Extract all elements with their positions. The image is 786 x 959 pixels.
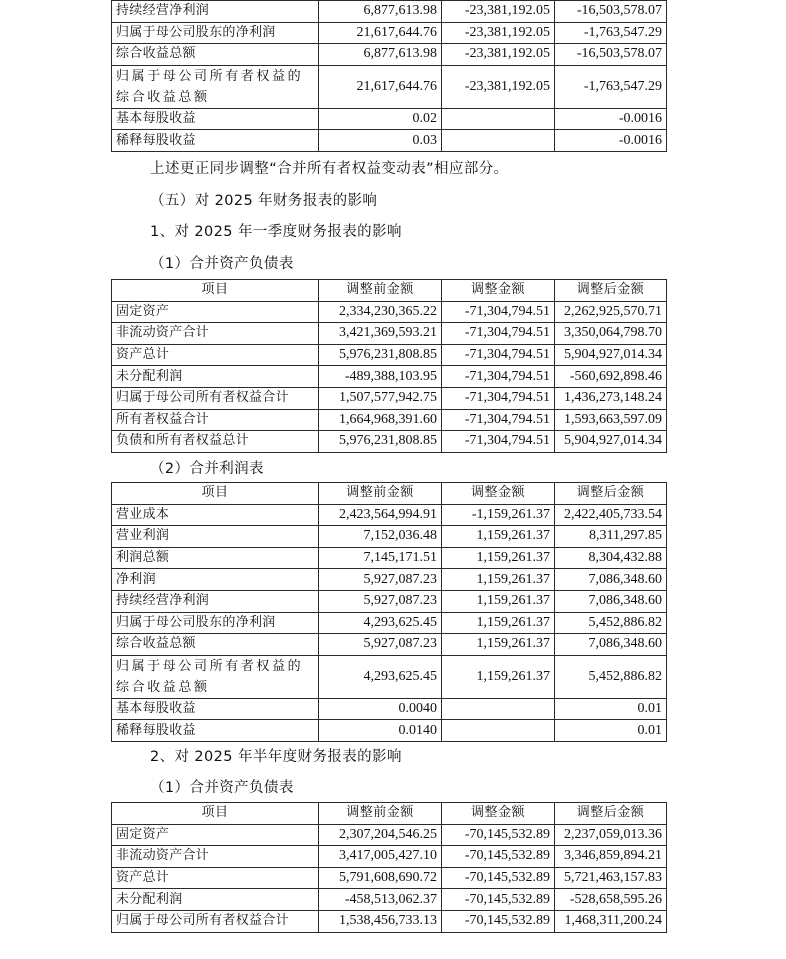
column-header-adjustment: 调整金额 — [442, 483, 555, 505]
column-header-item: 项目 — [112, 803, 319, 825]
row-label: 非流动资产合计 — [112, 323, 319, 345]
amount-before: 4,293,625.45 — [319, 655, 442, 698]
row-label: 资产总计 — [112, 344, 319, 366]
table-row — [112, 387, 667, 409]
amount-adjustment — [442, 130, 555, 152]
amount-adjustment: 1,159,261.37 — [442, 612, 555, 634]
amount-before: 1,538,456,733.13 — [319, 910, 442, 932]
table-row — [112, 504, 667, 526]
row-label: 净利润 — [112, 569, 319, 591]
row-label: 所有者权益合计 — [112, 409, 319, 431]
table-row — [112, 846, 667, 868]
q1-balance-sheet-table — [111, 279, 667, 453]
amount-adjustment: -70,145,532.89 — [442, 889, 555, 911]
amount-adjustment: -70,145,532.89 — [442, 867, 555, 889]
amount-before: 3,417,005,427.10 — [319, 846, 442, 868]
amount-after: -528,658,595.26 — [555, 889, 667, 911]
column-header-adjustment: 调整金额 — [442, 280, 555, 302]
row-label: 固定资产 — [112, 824, 319, 846]
amount-adjustment — [442, 698, 555, 720]
table-row — [112, 889, 667, 911]
h1-balance-sheet-table — [111, 802, 667, 933]
amount-before: 2,423,564,994.91 — [319, 504, 442, 526]
row-label: 归属于母公司所有者权益的综合收益总额 — [112, 65, 319, 108]
amount-before: 3,421,369,593.21 — [319, 323, 442, 345]
table-row — [112, 612, 667, 634]
row-label: 固定资产 — [112, 301, 319, 323]
amount-adjustment: -71,304,794.51 — [442, 431, 555, 453]
table-row — [112, 867, 667, 889]
row-label: 非流动资产合计 — [112, 846, 319, 868]
column-header-adjustment: 调整金额 — [442, 803, 555, 825]
amount-after: 2,237,059,013.36 — [555, 824, 667, 846]
note-paragraph: 上述更正同步调整“合并所有者权益变动表”相应部分。 — [150, 161, 509, 177]
row-label: 综合收益总额 — [112, 44, 319, 66]
amount-before: 2,307,204,546.25 — [319, 824, 442, 846]
amount-after: -0.0016 — [555, 130, 667, 152]
amount-after: 0.01 — [555, 698, 667, 720]
amount-after: -1,763,547.29 — [555, 22, 667, 44]
amount-adjustment: 1,159,261.37 — [442, 569, 555, 591]
amount-before: 0.0040 — [319, 698, 442, 720]
amount-before: 6,877,613.98 — [319, 1, 442, 23]
amount-before: 0.03 — [319, 130, 442, 152]
table-row — [112, 344, 667, 366]
row-label: 利润总额 — [112, 547, 319, 569]
amount-after: 1,468,311,200.24 — [555, 910, 667, 932]
amount-before: 0.02 — [319, 108, 442, 130]
table-row — [112, 824, 667, 846]
amount-adjustment: -70,145,532.89 — [442, 824, 555, 846]
amount-before: 7,145,171.51 — [319, 547, 442, 569]
amount-before: 5,791,608,690.72 — [319, 867, 442, 889]
amount-after: 2,422,405,733.54 — [555, 504, 667, 526]
amount-before: 5,927,087.23 — [319, 634, 442, 656]
table-row — [112, 44, 667, 66]
amount-adjustment: -70,145,532.89 — [442, 846, 555, 868]
row-label: 持续经营净利润 — [112, 1, 319, 23]
amount-after: 5,904,927,014.34 — [555, 344, 667, 366]
amount-adjustment: -71,304,794.51 — [442, 409, 555, 431]
amount-before: 5,927,087.23 — [319, 590, 442, 612]
amount-after: -16,503,578.07 — [555, 1, 667, 23]
row-label: 未分配利润 — [112, 366, 319, 388]
row-label: 基本每股收益 — [112, 698, 319, 720]
table-row — [112, 910, 667, 932]
amount-after: 8,311,297.85 — [555, 526, 667, 548]
table-row — [112, 409, 667, 431]
table-row — [112, 130, 667, 152]
amount-after: 5,721,463,157.83 — [555, 867, 667, 889]
amount-after: 1,593,663,597.09 — [555, 409, 667, 431]
amount-after: -560,692,898.46 — [555, 366, 667, 388]
column-header-after: 调整后金额 — [555, 483, 667, 505]
table-row — [112, 526, 667, 548]
amount-after: 1,436,273,148.24 — [555, 387, 667, 409]
amount-before: 7,152,036.48 — [319, 526, 442, 548]
amount-after: 3,346,859,894.21 — [555, 846, 667, 868]
amount-before: 5,976,231,808.85 — [319, 344, 442, 366]
row-label: 基本每股收益 — [112, 108, 319, 130]
amount-adjustment: -23,381,192.05 — [442, 22, 555, 44]
column-header-before: 调整前金额 — [319, 803, 442, 825]
amount-adjustment: -23,381,192.05 — [442, 65, 555, 108]
amount-adjustment: -71,304,794.51 — [442, 366, 555, 388]
amount-after: 7,086,348.60 — [555, 590, 667, 612]
column-header-after: 调整后金额 — [555, 803, 667, 825]
table-row — [112, 431, 667, 453]
amount-before: 21,617,644.76 — [319, 65, 442, 108]
amount-adjustment: -23,381,192.05 — [442, 1, 555, 23]
q1-income-statement-table — [111, 482, 667, 742]
amount-before: 4,293,625.45 — [319, 612, 442, 634]
table-row — [112, 22, 667, 44]
amount-after: 7,086,348.60 — [555, 569, 667, 591]
amount-adjustment: 1,159,261.37 — [442, 634, 555, 656]
row-label: 营业利润 — [112, 526, 319, 548]
amount-adjustment — [442, 720, 555, 742]
table-header-row — [112, 483, 667, 505]
subsection-heading-h1: 2、对 2025 年半年度财务报表的影响 — [150, 749, 402, 765]
amount-adjustment: 1,159,261.37 — [442, 590, 555, 612]
table-row — [112, 366, 667, 388]
amount-before: -489,388,103.95 — [319, 366, 442, 388]
table-row — [112, 323, 667, 345]
amount-after: 5,452,886.82 — [555, 655, 667, 698]
amount-before: 21,617,644.76 — [319, 22, 442, 44]
row-label: 归属于母公司所有者权益的综合收益总额 — [112, 655, 319, 698]
section-heading-5: （五）对 2025 年财务报表的影响 — [150, 193, 378, 209]
column-header-item: 项目 — [112, 483, 319, 505]
amount-after: 7,086,348.60 — [555, 634, 667, 656]
amount-adjustment: 1,159,261.37 — [442, 526, 555, 548]
row-label: 归属于母公司所有者权益合计 — [112, 387, 319, 409]
row-label: 归属于母公司所有者权益合计 — [112, 910, 319, 932]
row-label: 归属于母公司股东的净利润 — [112, 22, 319, 44]
amount-adjustment: -71,304,794.51 — [442, 301, 555, 323]
row-label: 营业成本 — [112, 504, 319, 526]
column-header-before: 调整前金额 — [319, 280, 442, 302]
amount-adjustment — [442, 108, 555, 130]
amount-before: 1,507,577,942.75 — [319, 387, 442, 409]
table-row — [112, 655, 667, 698]
amount-before: 5,927,087.23 — [319, 569, 442, 591]
amount-before: 2,334,230,365.22 — [319, 301, 442, 323]
table-header-row — [112, 280, 667, 302]
table-row — [112, 301, 667, 323]
row-label: 归属于母公司股东的净利润 — [112, 612, 319, 634]
amount-after: 0.01 — [555, 720, 667, 742]
amount-after: 3,350,064,798.70 — [555, 323, 667, 345]
table-row — [112, 634, 667, 656]
row-label: 负债和所有者权益总计 — [112, 431, 319, 453]
amount-before: 0.0140 — [319, 720, 442, 742]
amount-before: -458,513,062.37 — [319, 889, 442, 911]
column-header-before: 调整前金额 — [319, 483, 442, 505]
table-row — [112, 547, 667, 569]
amount-adjustment: -71,304,794.51 — [442, 323, 555, 345]
amount-adjustment: -71,304,794.51 — [442, 387, 555, 409]
table-title-h1-balance-sheet: （1）合并资产负债表 — [150, 780, 294, 796]
amount-after: 8,304,432.88 — [555, 547, 667, 569]
table-row — [112, 569, 667, 591]
amount-after: 5,452,886.82 — [555, 612, 667, 634]
amount-adjustment: -70,145,532.89 — [442, 910, 555, 932]
amount-adjustment: -71,304,794.51 — [442, 344, 555, 366]
amount-adjustment: -23,381,192.05 — [442, 44, 555, 66]
row-label: 资产总计 — [112, 867, 319, 889]
table-row — [112, 590, 667, 612]
row-label: 稀释每股收益 — [112, 720, 319, 742]
income-statement-continued-table — [111, 0, 667, 152]
amount-after: -1,763,547.29 — [555, 65, 667, 108]
amount-after: -0.0016 — [555, 108, 667, 130]
table-title-q1-income-statement: （2）合并利润表 — [150, 461, 264, 477]
amount-after: -16,503,578.07 — [555, 44, 667, 66]
table-row — [112, 698, 667, 720]
column-header-item: 项目 — [112, 280, 319, 302]
amount-adjustment: -1,159,261.37 — [442, 504, 555, 526]
amount-adjustment: 1,159,261.37 — [442, 547, 555, 569]
table-row — [112, 65, 667, 108]
column-header-after: 调整后金额 — [555, 280, 667, 302]
amount-before: 5,976,231,808.85 — [319, 431, 442, 453]
amount-before: 6,877,613.98 — [319, 44, 442, 66]
amount-after: 5,904,927,014.34 — [555, 431, 667, 453]
table-row — [112, 1, 667, 23]
subsection-heading-q1: 1、对 2025 年一季度财务报表的影响 — [150, 224, 402, 240]
table-header-row — [112, 803, 667, 825]
table-row — [112, 720, 667, 742]
row-label: 稀释每股收益 — [112, 130, 319, 152]
amount-before: 1,664,968,391.60 — [319, 409, 442, 431]
amount-after: 2,262,925,570.71 — [555, 301, 667, 323]
amount-adjustment: 1,159,261.37 — [442, 655, 555, 698]
table-title-q1-balance-sheet: （1）合并资产负债表 — [150, 256, 294, 272]
row-label: 未分配利润 — [112, 889, 319, 911]
table-row — [112, 108, 667, 130]
row-label: 持续经营净利润 — [112, 590, 319, 612]
row-label: 综合收益总额 — [112, 634, 319, 656]
